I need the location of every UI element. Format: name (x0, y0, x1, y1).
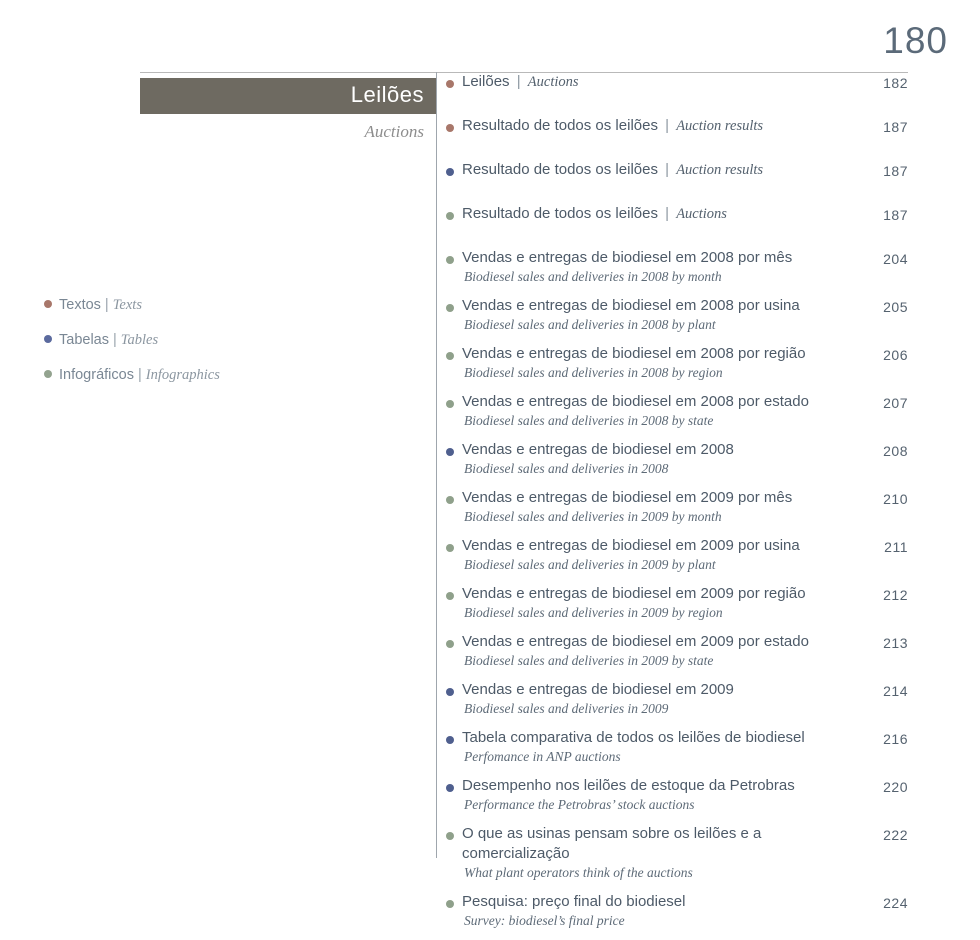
legend-label-en: Infographics (145, 367, 220, 383)
legend-label-en: Texts (112, 297, 142, 313)
toc-bullet-icon (446, 256, 454, 264)
toc-entry-page-number: 214 (883, 683, 908, 699)
legend-dot-icon (44, 300, 52, 308)
toc-entry-title-pt: Vendas e entregas de biodiesel em 2009 (462, 681, 734, 698)
toc-entry[interactable] (446, 116, 908, 144)
toc-entry-separator: | (660, 205, 674, 222)
toc-bullet-icon (446, 900, 454, 908)
toc-entry-page-number: 207 (883, 395, 908, 411)
legend-label-pt: Textos (59, 297, 101, 313)
toc-entry[interactable] (446, 728, 908, 765)
toc-entry-page-number: 224 (883, 895, 908, 911)
toc-entry-title-pt: Vendas e entregas de biodiesel em 2009 por mês (462, 489, 793, 506)
toc-bullet-icon (446, 448, 454, 456)
toc-entry[interactable] (446, 892, 908, 929)
legend-separator: | (137, 367, 142, 383)
toc-bullet-icon (446, 544, 454, 552)
toc-entry-page-number: 210 (883, 491, 908, 507)
toc-entry[interactable] (446, 344, 908, 381)
toc-entry[interactable] (446, 776, 908, 813)
toc-entry[interactable] (446, 72, 908, 100)
toc-entry-title-pt: Vendas e entregas de biodiesel em 2008 por usina (462, 297, 800, 314)
legend-item-texts (44, 297, 294, 314)
toc-entry-page-number: 206 (883, 347, 908, 363)
section-title-pt: Leilões (350, 82, 424, 107)
legend-dot-icon (44, 370, 52, 378)
toc-entry[interactable] (446, 392, 908, 429)
toc-entry-title-en-inline: Auctions (527, 74, 579, 90)
toc-entry-page-number: 216 (883, 731, 908, 747)
legend-item-tables (44, 332, 294, 349)
legend-separator: | (112, 332, 117, 348)
section-title-en: Auctions (364, 122, 424, 141)
toc-entry-title-pt: Vendas e entregas de biodiesel em 2008 por mês (462, 249, 793, 266)
toc-entry-title-en: Biodiesel sales and deliveries in 2009 by plant (464, 557, 716, 572)
toc-entry-separator: | (660, 161, 674, 178)
toc-entry-title-en: Survey: biodiesel’s final price (464, 913, 625, 928)
toc-entry-title-en: Performance the Petrobras’ stock auctions (464, 797, 695, 812)
toc-entry-page-number: 187 (883, 119, 908, 135)
toc-entry[interactable] (446, 824, 908, 881)
toc-entry[interactable] (446, 680, 908, 717)
toc-entry-page-number: 211 (884, 539, 908, 555)
toc-entry-separator: | (660, 117, 674, 134)
toc-entry-page-number: 182 (883, 75, 908, 91)
toc-entry-title-pt: Resultado de todos os leilões | Auctions (462, 205, 727, 222)
toc-entry-page-number: 222 (883, 827, 908, 843)
toc-entry-title-en: Biodiesel sales and deliveries in 2008 by month (464, 269, 722, 284)
toc-entry-title-en: Biodiesel sales and deliveries in 2009 (464, 701, 669, 716)
toc-entry-title-en: Biodiesel sales and deliveries in 2009 by state (464, 653, 714, 668)
toc-entry[interactable] (446, 536, 908, 573)
toc-entry-page-number: 212 (883, 587, 908, 603)
toc-entry-title-pt: Desempenho nos leilões de estoque da Petrobras (462, 777, 795, 794)
legend-label-pt: Infográficos (59, 367, 134, 383)
toc-entry-title-en-inline: Auction results (676, 118, 764, 134)
toc-entry-separator: | (512, 73, 525, 90)
toc-bullet-icon (446, 496, 454, 504)
toc-entry[interactable] (446, 440, 908, 477)
toc-bullet-icon (446, 736, 454, 744)
toc-entry[interactable] (446, 160, 908, 188)
toc-entry-page-number: 187 (883, 207, 908, 223)
toc-bullet-icon (446, 400, 454, 408)
page-number: 180 (883, 20, 948, 61)
toc-entry-page-number: 205 (883, 299, 908, 315)
toc-entry-title-en: Perfomance in ANP auctions (464, 749, 621, 764)
toc-entry-title-en: Biodiesel sales and deliveries in 2008 by state (464, 413, 714, 428)
toc-entry-title-en: Biodiesel sales and deliveries in 2008 by plant (464, 317, 716, 332)
toc-bullet-icon (446, 688, 454, 696)
toc-entry[interactable] (446, 248, 908, 285)
table-of-contents (446, 72, 908, 940)
toc-entry-page-number: 187 (883, 163, 908, 179)
toc-bullet-icon (446, 592, 454, 600)
toc-entry-title-pt: Tabela comparativa de todos os leilões de biodiesel (462, 729, 805, 746)
toc-bullet-icon (446, 832, 454, 840)
toc-entry-title-pt: Vendas e entregas de biodiesel em 2009 por região (462, 585, 806, 602)
legend-dot-icon (44, 335, 52, 343)
toc-bullet-icon (446, 212, 454, 220)
toc-entry-page-number: 213 (883, 635, 908, 651)
toc-entry-title-pt: Vendas e entregas de biodiesel em 2009 por estado (462, 633, 809, 650)
toc-entry[interactable] (446, 296, 908, 333)
toc-entry-title-en: What plant operators think of the auctions (464, 865, 693, 880)
toc-entry-title-en: Biodiesel sales and deliveries in 2009 by month (464, 509, 722, 524)
legend-label-pt: Tabelas (59, 332, 109, 348)
section-title-band (140, 78, 436, 114)
toc-entry-title-pt: Vendas e entregas de biodiesel em 2008 por região (462, 345, 806, 362)
toc-entry-title-en-inline: Auction results (676, 162, 764, 178)
toc-bullet-icon (446, 80, 454, 88)
toc-entry-title-en: Biodiesel sales and deliveries in 2008 (464, 461, 669, 476)
toc-bullet-icon (446, 168, 454, 176)
toc-entry-title-en-inline: Auctions (676, 206, 727, 222)
toc-entry-title-pt: Vendas e entregas de biodiesel em 2008 por estado (462, 393, 809, 410)
toc-entry[interactable] (446, 632, 908, 669)
legend-label-en: Tables (120, 332, 159, 348)
toc-entry-title-pt: Vendas e entregas de biodiesel em 2008 (462, 441, 734, 458)
toc-bullet-icon (446, 304, 454, 312)
toc-entry-title-pt: Pesquisa: preço final do biodiesel (462, 893, 686, 910)
toc-bullet-icon (446, 124, 454, 132)
toc-bullet-icon (446, 352, 454, 360)
toc-entry-page-number: 204 (883, 251, 908, 267)
toc-entry-title-pt: Leilões | Auctions (462, 73, 579, 90)
toc-entry-page-number: 220 (883, 779, 908, 795)
toc-entry-title-pt: Resultado de todos os leilões | Auction results (462, 161, 764, 178)
legend-item-infographics (44, 367, 294, 384)
toc-entry-title-en: Biodiesel sales and deliveries in 2008 by region (464, 365, 723, 380)
toc-entry-title-en: Biodiesel sales and deliveries in 2009 by region (464, 605, 723, 620)
toc-entry[interactable] (446, 204, 908, 232)
legend-separator: | (104, 297, 109, 313)
toc-entry-title-pt: Vendas e entregas de biodiesel em 2009 por usina (462, 537, 800, 554)
toc-bullet-icon (446, 640, 454, 648)
toc-entry[interactable] (446, 488, 908, 525)
toc-entry-title-pt: Resultado de todos os leilões | Auction results (462, 117, 764, 134)
toc-entry-page-number: 208 (883, 443, 908, 459)
toc-entry[interactable] (446, 584, 908, 621)
toc-bullet-icon (446, 784, 454, 792)
toc-entry-title-pt: O que as usinas pensam sobre os leilões e a comercialização (462, 825, 762, 862)
vertical-divider (436, 72, 437, 858)
legend (44, 297, 294, 402)
